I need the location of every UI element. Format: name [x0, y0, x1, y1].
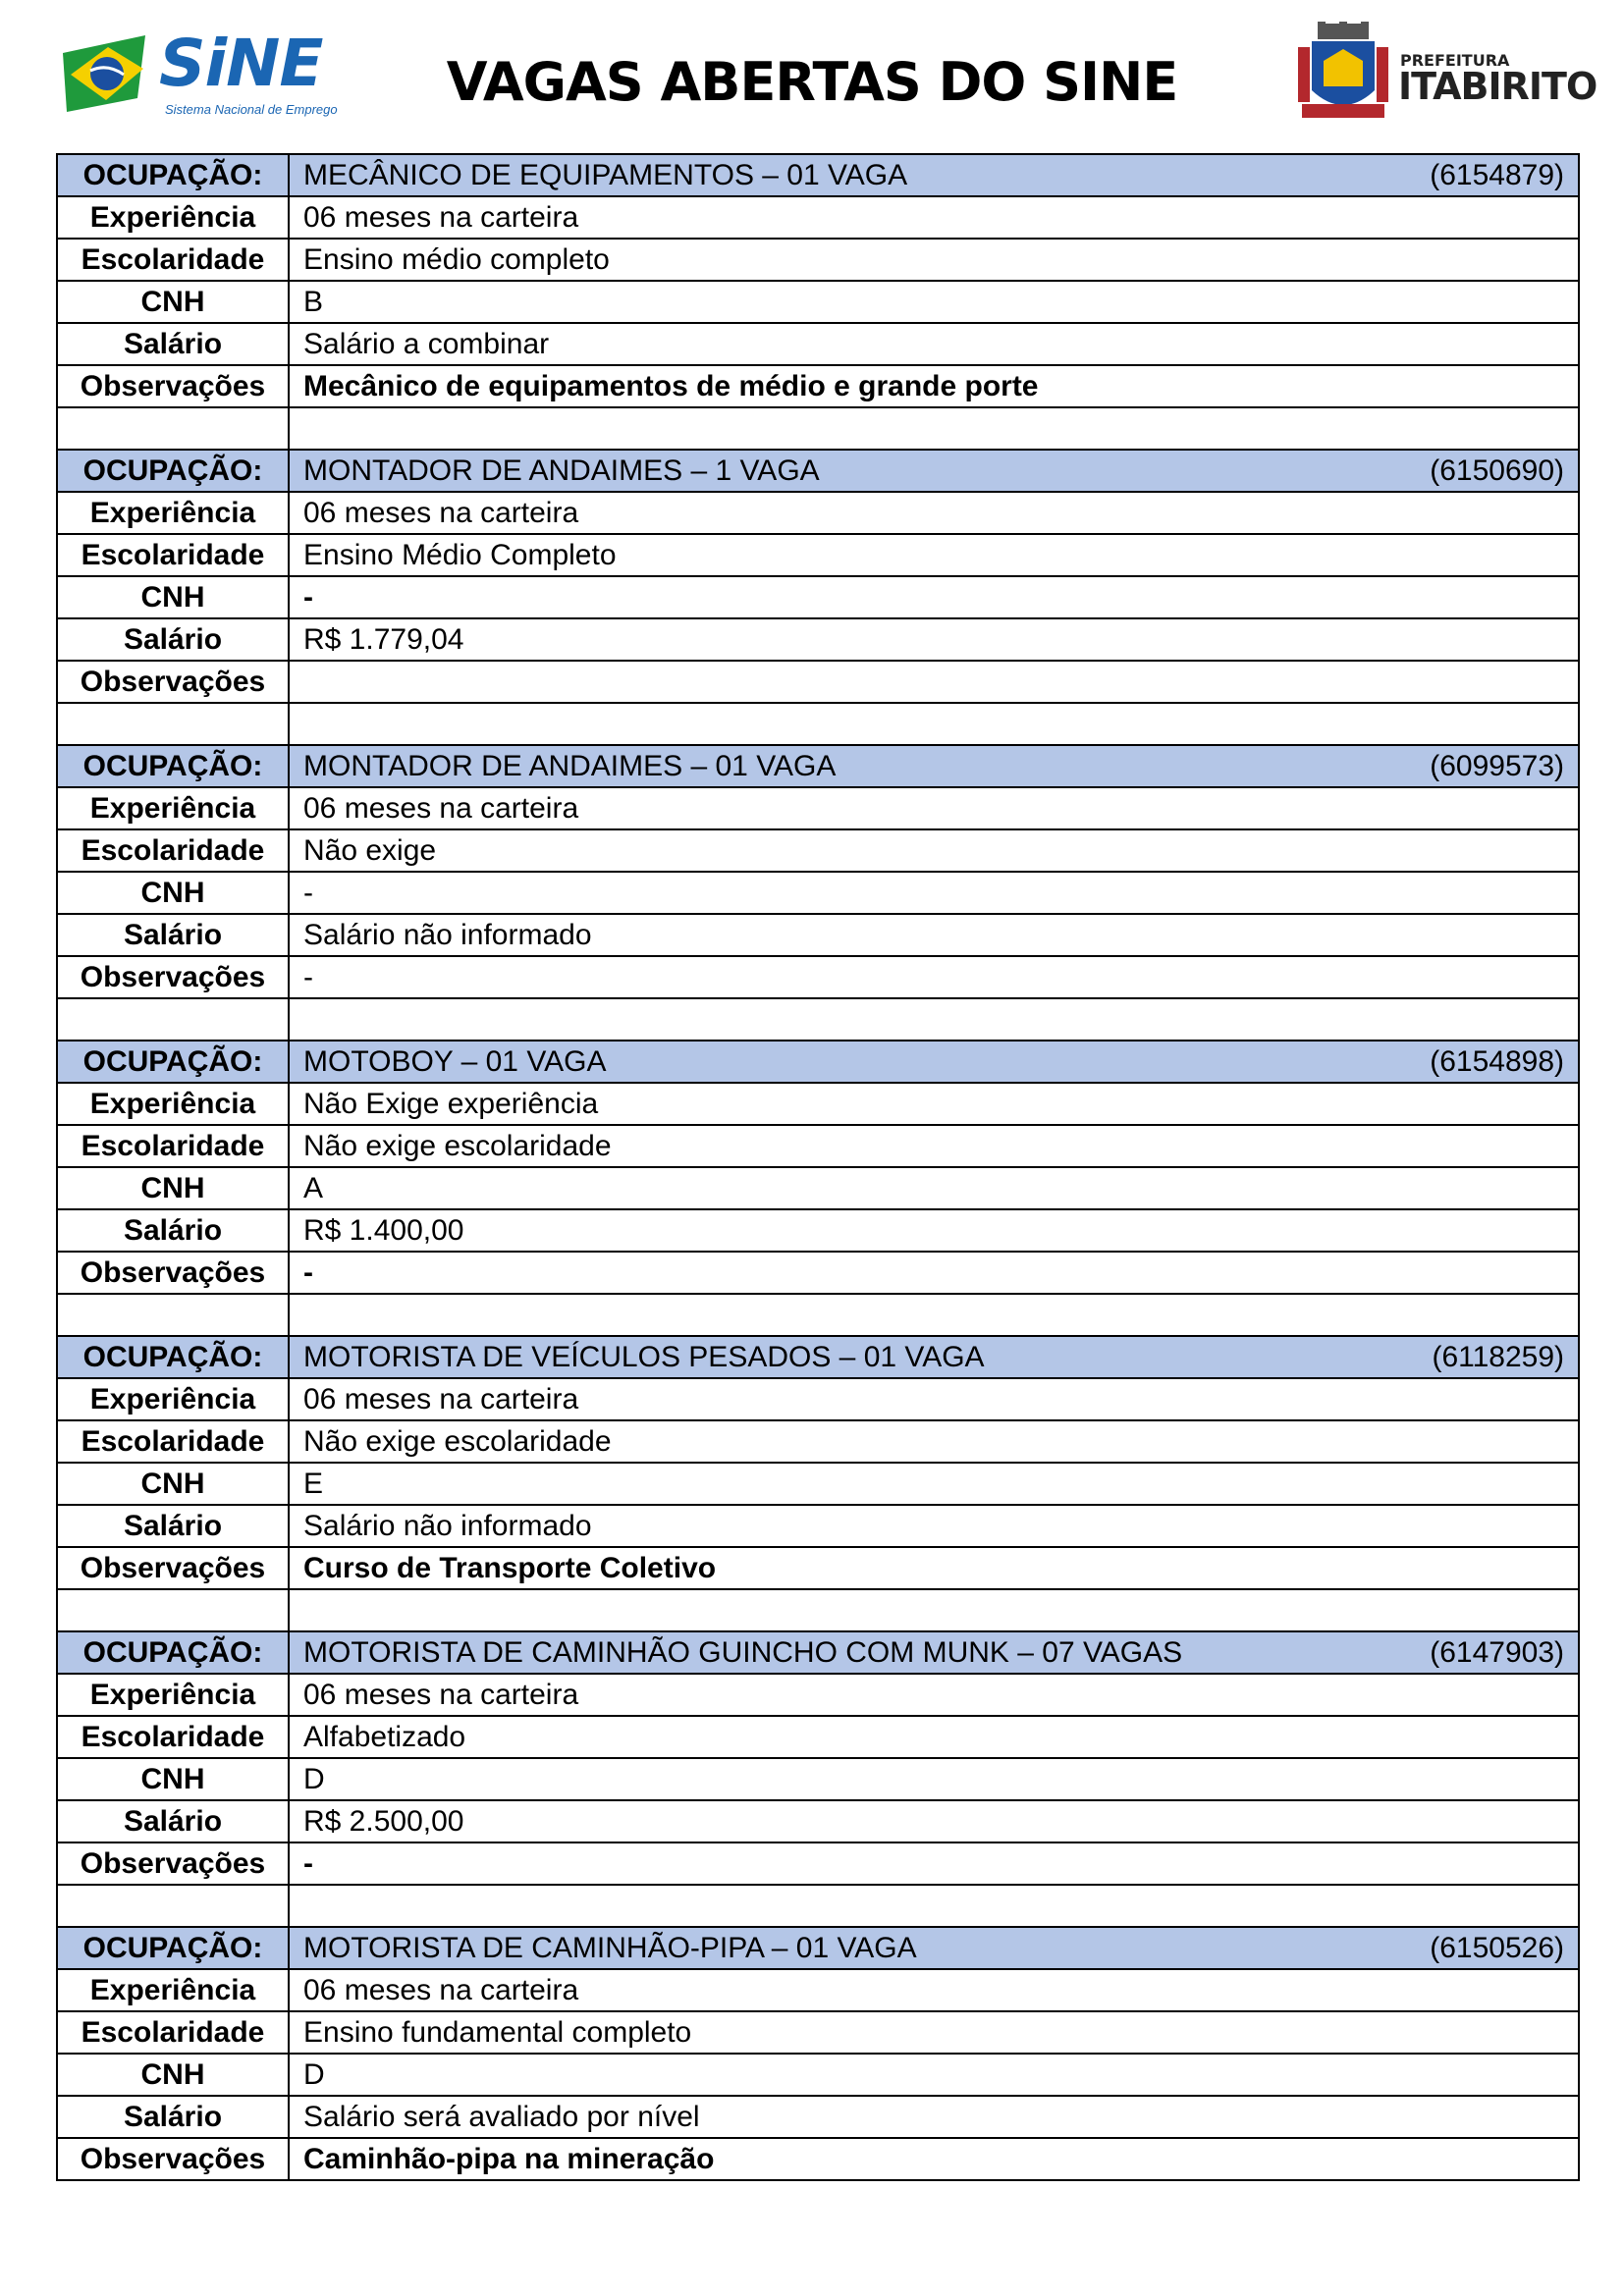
separator-cell [57, 998, 289, 1041]
salary-label: Salário [57, 914, 289, 956]
occupation-value [289, 745, 1579, 787]
notes-label: Observações [57, 365, 289, 407]
license-label: CNH [57, 1167, 289, 1209]
license-row [57, 872, 1579, 914]
experience-row [57, 1969, 1579, 2011]
experience-label: Experiência [57, 1083, 289, 1125]
separator-cell [57, 703, 289, 745]
occupation-value [289, 1631, 1579, 1674]
separator-row [57, 1885, 1579, 1927]
education-row [57, 2011, 1579, 2054]
license-label: CNH [57, 281, 289, 323]
license-row [57, 576, 1579, 618]
separator-cell [57, 407, 289, 450]
license-row [57, 2054, 1579, 2096]
license-value: - [289, 872, 1579, 914]
license-value: D [289, 1758, 1579, 1800]
occupation-value [289, 1336, 1579, 1378]
salary-value: R$ 2.500,00 [289, 1800, 1579, 1842]
separator-cell [57, 1885, 289, 1927]
notes-row [57, 661, 1579, 703]
experience-label: Experiência [57, 492, 289, 534]
education-value: Ensino médio completo [289, 239, 1579, 281]
salary-row [57, 323, 1579, 365]
experience-label: Experiência [57, 1969, 289, 2011]
notes-row [57, 1547, 1579, 1589]
occupation-label: OCUPAÇÃO: [57, 1336, 289, 1378]
prefeitura-label: PREFEITURA [1400, 51, 1510, 70]
page-title: VAGAS ABERTAS DO SINE [446, 51, 1178, 113]
salary-value: R$ 1.400,00 [289, 1209, 1579, 1252]
notes-value [289, 661, 1579, 703]
education-label: Escolaridade [57, 1125, 289, 1167]
notes-row [57, 2138, 1579, 2180]
license-row [57, 1758, 1579, 1800]
occupation-row [57, 154, 1579, 196]
experience-value: 06 meses na carteira [289, 1969, 1579, 2011]
experience-row [57, 1083, 1579, 1125]
notes-label: Observações [57, 1252, 289, 1294]
salary-row [57, 618, 1579, 661]
license-label: CNH [57, 872, 289, 914]
experience-row [57, 787, 1579, 829]
education-value: Ensino fundamental completo [289, 2011, 1579, 2054]
sine-logo-text: SiNE [159, 26, 323, 101]
notes-label: Observações [57, 956, 289, 998]
license-row [57, 1167, 1579, 1209]
notes-value: Curso de Transporte Coletivo [289, 1547, 1579, 1589]
notes-value: - [289, 1842, 1579, 1885]
salary-row [57, 914, 1579, 956]
separator-cell [289, 1294, 1579, 1336]
occupation-row [57, 1041, 1579, 1083]
experience-label: Experiência [57, 787, 289, 829]
occupation-label: OCUPAÇÃO: [57, 154, 289, 196]
notes-label: Observações [57, 1842, 289, 1885]
separator-cell [289, 1589, 1579, 1631]
occupation-row [57, 1631, 1579, 1674]
experience-value: Não Exige experiência [289, 1083, 1579, 1125]
education-row [57, 829, 1579, 872]
occupation-row [57, 745, 1579, 787]
separator-row [57, 703, 1579, 745]
license-value: - [289, 576, 1579, 618]
education-row [57, 1716, 1579, 1758]
salary-label: Salário [57, 1505, 289, 1547]
notes-row [57, 365, 1579, 407]
city-name: ITABIRITO [1398, 65, 1597, 108]
education-value: Não exige [289, 829, 1579, 872]
job-code: (6118259) [1432, 1340, 1564, 1373]
separator-cell [57, 1294, 289, 1336]
separator-cell [289, 703, 1579, 745]
license-value: B [289, 281, 1579, 323]
job-title: MONTADOR DE ANDAIMES – 01 VAGA [303, 749, 837, 782]
license-value: D [289, 2054, 1579, 2096]
experience-label: Experiência [57, 1378, 289, 1420]
license-label: CNH [57, 2054, 289, 2096]
notes-label: Observações [57, 2138, 289, 2180]
experience-value: 06 meses na carteira [289, 787, 1579, 829]
salary-label: Salário [57, 2096, 289, 2138]
prefeitura-logo [1294, 22, 1597, 128]
salary-value: Salário não informado [289, 1505, 1579, 1547]
education-value: Alfabetizado [289, 1716, 1579, 1758]
experience-row [57, 1674, 1579, 1716]
license-label: CNH [57, 1758, 289, 1800]
salary-row [57, 1209, 1579, 1252]
sine-logo-subtitle: Sistema Nacional de Emprego [165, 102, 338, 117]
education-label: Escolaridade [57, 534, 289, 576]
education-row [57, 534, 1579, 576]
notes-row [57, 1252, 1579, 1294]
education-label: Escolaridade [57, 1420, 289, 1463]
salary-label: Salário [57, 1800, 289, 1842]
notes-row [57, 1842, 1579, 1885]
separator-row [57, 407, 1579, 450]
experience-value: 06 meses na carteira [289, 1674, 1579, 1716]
salary-row [57, 1505, 1579, 1547]
job-title: MOTORISTA DE CAMINHÃO GUINCHO COM MUNK – 07 VAGAS [303, 1635, 1183, 1669]
separator-cell [289, 998, 1579, 1041]
occupation-label: OCUPAÇÃO: [57, 745, 289, 787]
occupation-value [289, 1927, 1579, 1969]
experience-row [57, 196, 1579, 239]
experience-row [57, 492, 1579, 534]
notes-value: - [289, 956, 1579, 998]
experience-value: 06 meses na carteira [289, 492, 1579, 534]
license-value: E [289, 1463, 1579, 1505]
education-value: Não exige escolaridade [289, 1125, 1579, 1167]
job-title: MOTORISTA DE CAMINHÃO-PIPA – 01 VAGA [303, 1931, 917, 1964]
occupation-row [57, 1927, 1579, 1969]
notes-value: Mecânico de equipamentos de médio e grande porte [289, 365, 1579, 407]
salary-label: Salário [57, 618, 289, 661]
education-label: Escolaridade [57, 2011, 289, 2054]
occupation-label: OCUPAÇÃO: [57, 450, 289, 492]
education-value: Não exige escolaridade [289, 1420, 1579, 1463]
license-label: CNH [57, 1463, 289, 1505]
education-label: Escolaridade [57, 239, 289, 281]
job-code: (6150690) [1430, 454, 1564, 487]
job-code: (6099573) [1430, 749, 1564, 782]
job-title: MONTADOR DE ANDAIMES – 1 VAGA [303, 454, 820, 487]
job-code: (6154898) [1430, 1044, 1564, 1078]
salary-value: R$ 1.779,04 [289, 618, 1579, 661]
education-label: Escolaridade [57, 1716, 289, 1758]
salary-label: Salário [57, 1209, 289, 1252]
notes-label: Observações [57, 1547, 289, 1589]
occupation-value [289, 450, 1579, 492]
separator-row [57, 1294, 1579, 1336]
salary-label: Salário [57, 323, 289, 365]
job-title: MOTORISTA DE VEÍCULOS PESADOS – 01 VAGA [303, 1340, 985, 1373]
separator-row [57, 1589, 1579, 1631]
job-vacancies-body [57, 154, 1579, 2180]
license-label: CNH [57, 576, 289, 618]
occupation-label: OCUPAÇÃO: [57, 1927, 289, 1969]
brazil-flag-icon [61, 33, 155, 114]
occupation-value [289, 1041, 1579, 1083]
separator-row [57, 998, 1579, 1041]
separator-cell [57, 1589, 289, 1631]
experience-value: 06 meses na carteira [289, 196, 1579, 239]
notes-value: Caminhão-pipa na mineração [289, 2138, 1579, 2180]
occupation-label: OCUPAÇÃO: [57, 1631, 289, 1674]
experience-row [57, 1378, 1579, 1420]
salary-value: Salário não informado [289, 914, 1579, 956]
education-row [57, 239, 1579, 281]
occupation-row [57, 450, 1579, 492]
occupation-value [289, 154, 1579, 196]
occupation-label: OCUPAÇÃO: [57, 1041, 289, 1083]
experience-label: Experiência [57, 196, 289, 239]
job-code: (6147903) [1430, 1635, 1564, 1669]
job-code: (6150526) [1430, 1931, 1564, 1964]
experience-value: 06 meses na carteira [289, 1378, 1579, 1420]
notes-row [57, 956, 1579, 998]
notes-value: - [289, 1252, 1579, 1294]
notes-label: Observações [57, 661, 289, 703]
job-title: MOTOBOY – 01 VAGA [303, 1044, 607, 1078]
separator-cell [289, 407, 1579, 450]
salary-value: Salário será avaliado por nível [289, 2096, 1579, 2138]
salary-value: Salário a combinar [289, 323, 1579, 365]
education-row [57, 1125, 1579, 1167]
license-value: A [289, 1167, 1579, 1209]
salary-row [57, 2096, 1579, 2138]
job-title: MECÂNICO DE EQUIPAMENTOS – 01 VAGA [303, 158, 908, 191]
separator-cell [289, 1885, 1579, 1927]
page-header [0, 0, 1624, 147]
education-label: Escolaridade [57, 829, 289, 872]
education-row [57, 1420, 1579, 1463]
license-row [57, 281, 1579, 323]
job-vacancies-table [56, 153, 1580, 2181]
occupation-row [57, 1336, 1579, 1378]
job-code: (6154879) [1430, 158, 1564, 191]
city-crest-icon [1294, 22, 1392, 128]
experience-label: Experiência [57, 1674, 289, 1716]
salary-row [57, 1800, 1579, 1842]
license-row [57, 1463, 1579, 1505]
education-value: Ensino Médio Completo [289, 534, 1579, 576]
